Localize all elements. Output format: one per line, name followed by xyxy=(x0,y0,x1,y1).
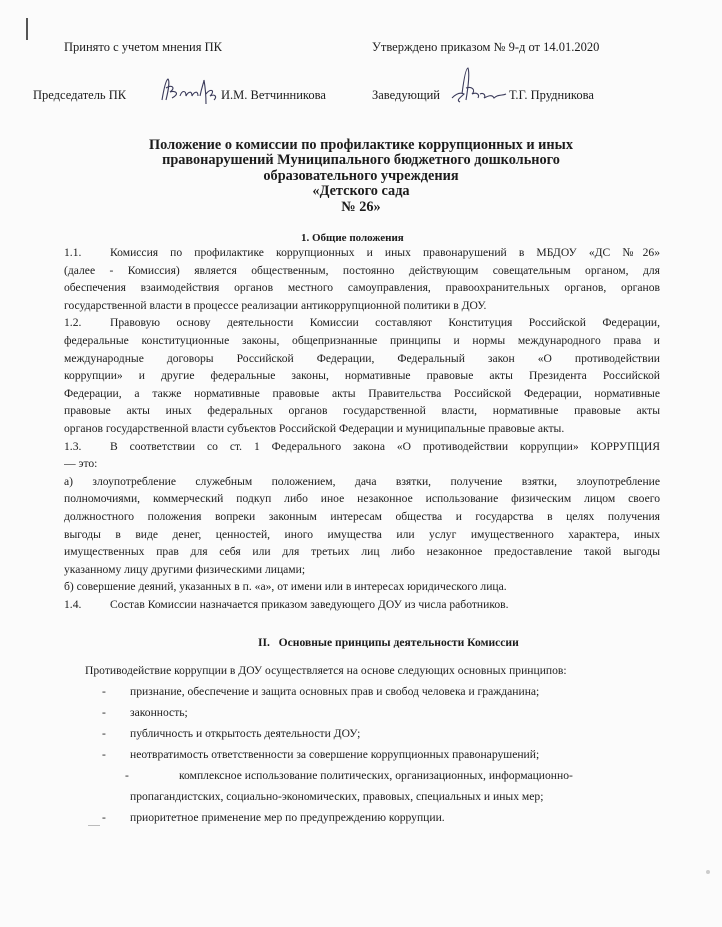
clause-number: 1.3. xyxy=(64,439,82,453)
head-name: Т.Г. Прудникова xyxy=(509,88,594,102)
paragraph-line: указанному лицу другими физическими лицами; xyxy=(64,562,306,576)
title-line: № 26» xyxy=(341,198,381,215)
paragraph-line: Федерации, а также нормативные правовые акты Правительства Российской Федерации, нормативные xyxy=(64,386,660,400)
paragraph-line: имущественных прав для себя или для третьих лиц либо незаконное предоставление такой выгоды xyxy=(64,545,660,559)
paragraph-line: правовые акты иных федеральных органов государственной власти, нормативные правовые акты xyxy=(64,404,660,418)
paragraph-line: полномочиями, коммерческий подкуп либо иное незаконное использование физическим лицом своего xyxy=(64,492,660,506)
section-2-intro: Противодействие коррупции в ДОУ осуществляется на основе следующих основных принципов: xyxy=(85,664,567,677)
paragraph-line: коррупции» и другие федеральные законы, нормативные правовые акты Президента Российской xyxy=(64,369,660,383)
paragraph-line: 1.1. Комиссия по профилактике коррупционных и иных правонарушений в МБДОУ «ДС №26» xyxy=(64,244,660,262)
paragraph-line: международные договоры Российской Федерации, Федеральный закон «О противодействии xyxy=(64,351,660,365)
principle-item: - неотвратимость ответственности за совершение коррупционных правонарушений; xyxy=(102,748,540,761)
clause-number: 1.4. xyxy=(64,597,82,611)
paragraph-line: 1.2. Правовую основу деятельности Комиссии составляют Конституция Российской Федерации, xyxy=(64,314,660,332)
paragraph-line: государственной власти в процессе реализации антикоррупционной политики в ДОУ. xyxy=(64,298,487,312)
section-2-number: II. xyxy=(258,636,270,649)
accepted-note: Принято с учетом мнения ПК xyxy=(64,40,222,54)
principle-item: - публичность и открытость деятельности ДОУ; xyxy=(102,727,361,740)
scan-artifact xyxy=(88,825,100,826)
paragraph-line: должностного положения вопреки законным интересам общества и государства в целях получения xyxy=(64,509,660,523)
clause-number: 1.1. xyxy=(64,246,82,259)
chair-name: И.М. Ветчинникова xyxy=(221,88,326,102)
scan-margin-mark xyxy=(26,18,28,40)
paragraph-line: выгоды в виде денег, ценностей, иного имущества или услуг имущественного характера, иных xyxy=(64,527,660,541)
paragraph-line: обеспечения взаимодействия органов местного самоуправления, правоохранительных органов, органов xyxy=(64,281,660,295)
section-1-body xyxy=(64,244,660,613)
paragraph-line: — это: xyxy=(64,457,98,471)
paragraph-line: (далее - Комиссия) является общественным, постоянно действующим совещательным органом, для xyxy=(64,263,660,277)
scan-artifact xyxy=(706,870,710,874)
title-line: правонарушений Муниципального бюджетного дошкольного xyxy=(162,152,560,169)
chair-label: Председатель ПК xyxy=(33,88,127,102)
paragraph-line: органов государственной власти субъектов Российской Федерации и муниципальные правовые акты. xyxy=(64,421,565,435)
clause-number: 1.2. xyxy=(64,316,82,330)
principle-item-continuation: пропагандистских, социально-экономических, правовых, специальных и иных мер; xyxy=(130,790,544,803)
principle-item: - приоритетное применение мер по предупреждению коррупции. xyxy=(102,811,445,824)
title-line: образовательного учреждения xyxy=(263,167,459,184)
principle-item: - законность; xyxy=(102,706,188,719)
paragraph-line: а) злоупотребление служебным положением, дача взятки, получение взятки, злоупотребление xyxy=(64,474,660,488)
section-2-heading xyxy=(258,636,519,649)
chair-signature xyxy=(158,74,220,106)
principle-item: - признание, обеспечение и защита основных прав и свобод человека и гражданина; xyxy=(102,685,540,698)
approval-note: Утверждено приказом № 9-д от 14.01.2020 xyxy=(372,40,600,54)
paragraph-line: б) совершение деяний, указанных в п. «а», от имени или в интересах юридического лица. xyxy=(64,580,507,594)
paragraph-line: 1.4. Состав Комиссии назначается приказом заведующего ДОУ из числа работников. xyxy=(64,596,660,614)
paragraph-line: федеральные конституционные законы, общепризнанные принципы и нормы международного права и xyxy=(64,333,660,347)
head-label: Заведующий xyxy=(372,88,440,102)
title-line: Положение о комиссии по профилактике коррупционных и иных xyxy=(149,137,573,153)
section-2-title: Основные принципы деятельности Комиссии xyxy=(278,636,519,649)
paragraph-line: 1.3. В соответствии со ст. 1 Федерального закона «О противодействии коррупции» КОРРУПЦИЯ xyxy=(64,438,660,456)
document-title xyxy=(90,138,632,215)
principle-item: - комплексное использование политических, организационных, информационно- xyxy=(125,769,573,782)
head-signature xyxy=(446,64,512,108)
section-1-heading: 1. Общие положения xyxy=(301,232,404,244)
title-line: «Детского сада xyxy=(312,183,410,200)
